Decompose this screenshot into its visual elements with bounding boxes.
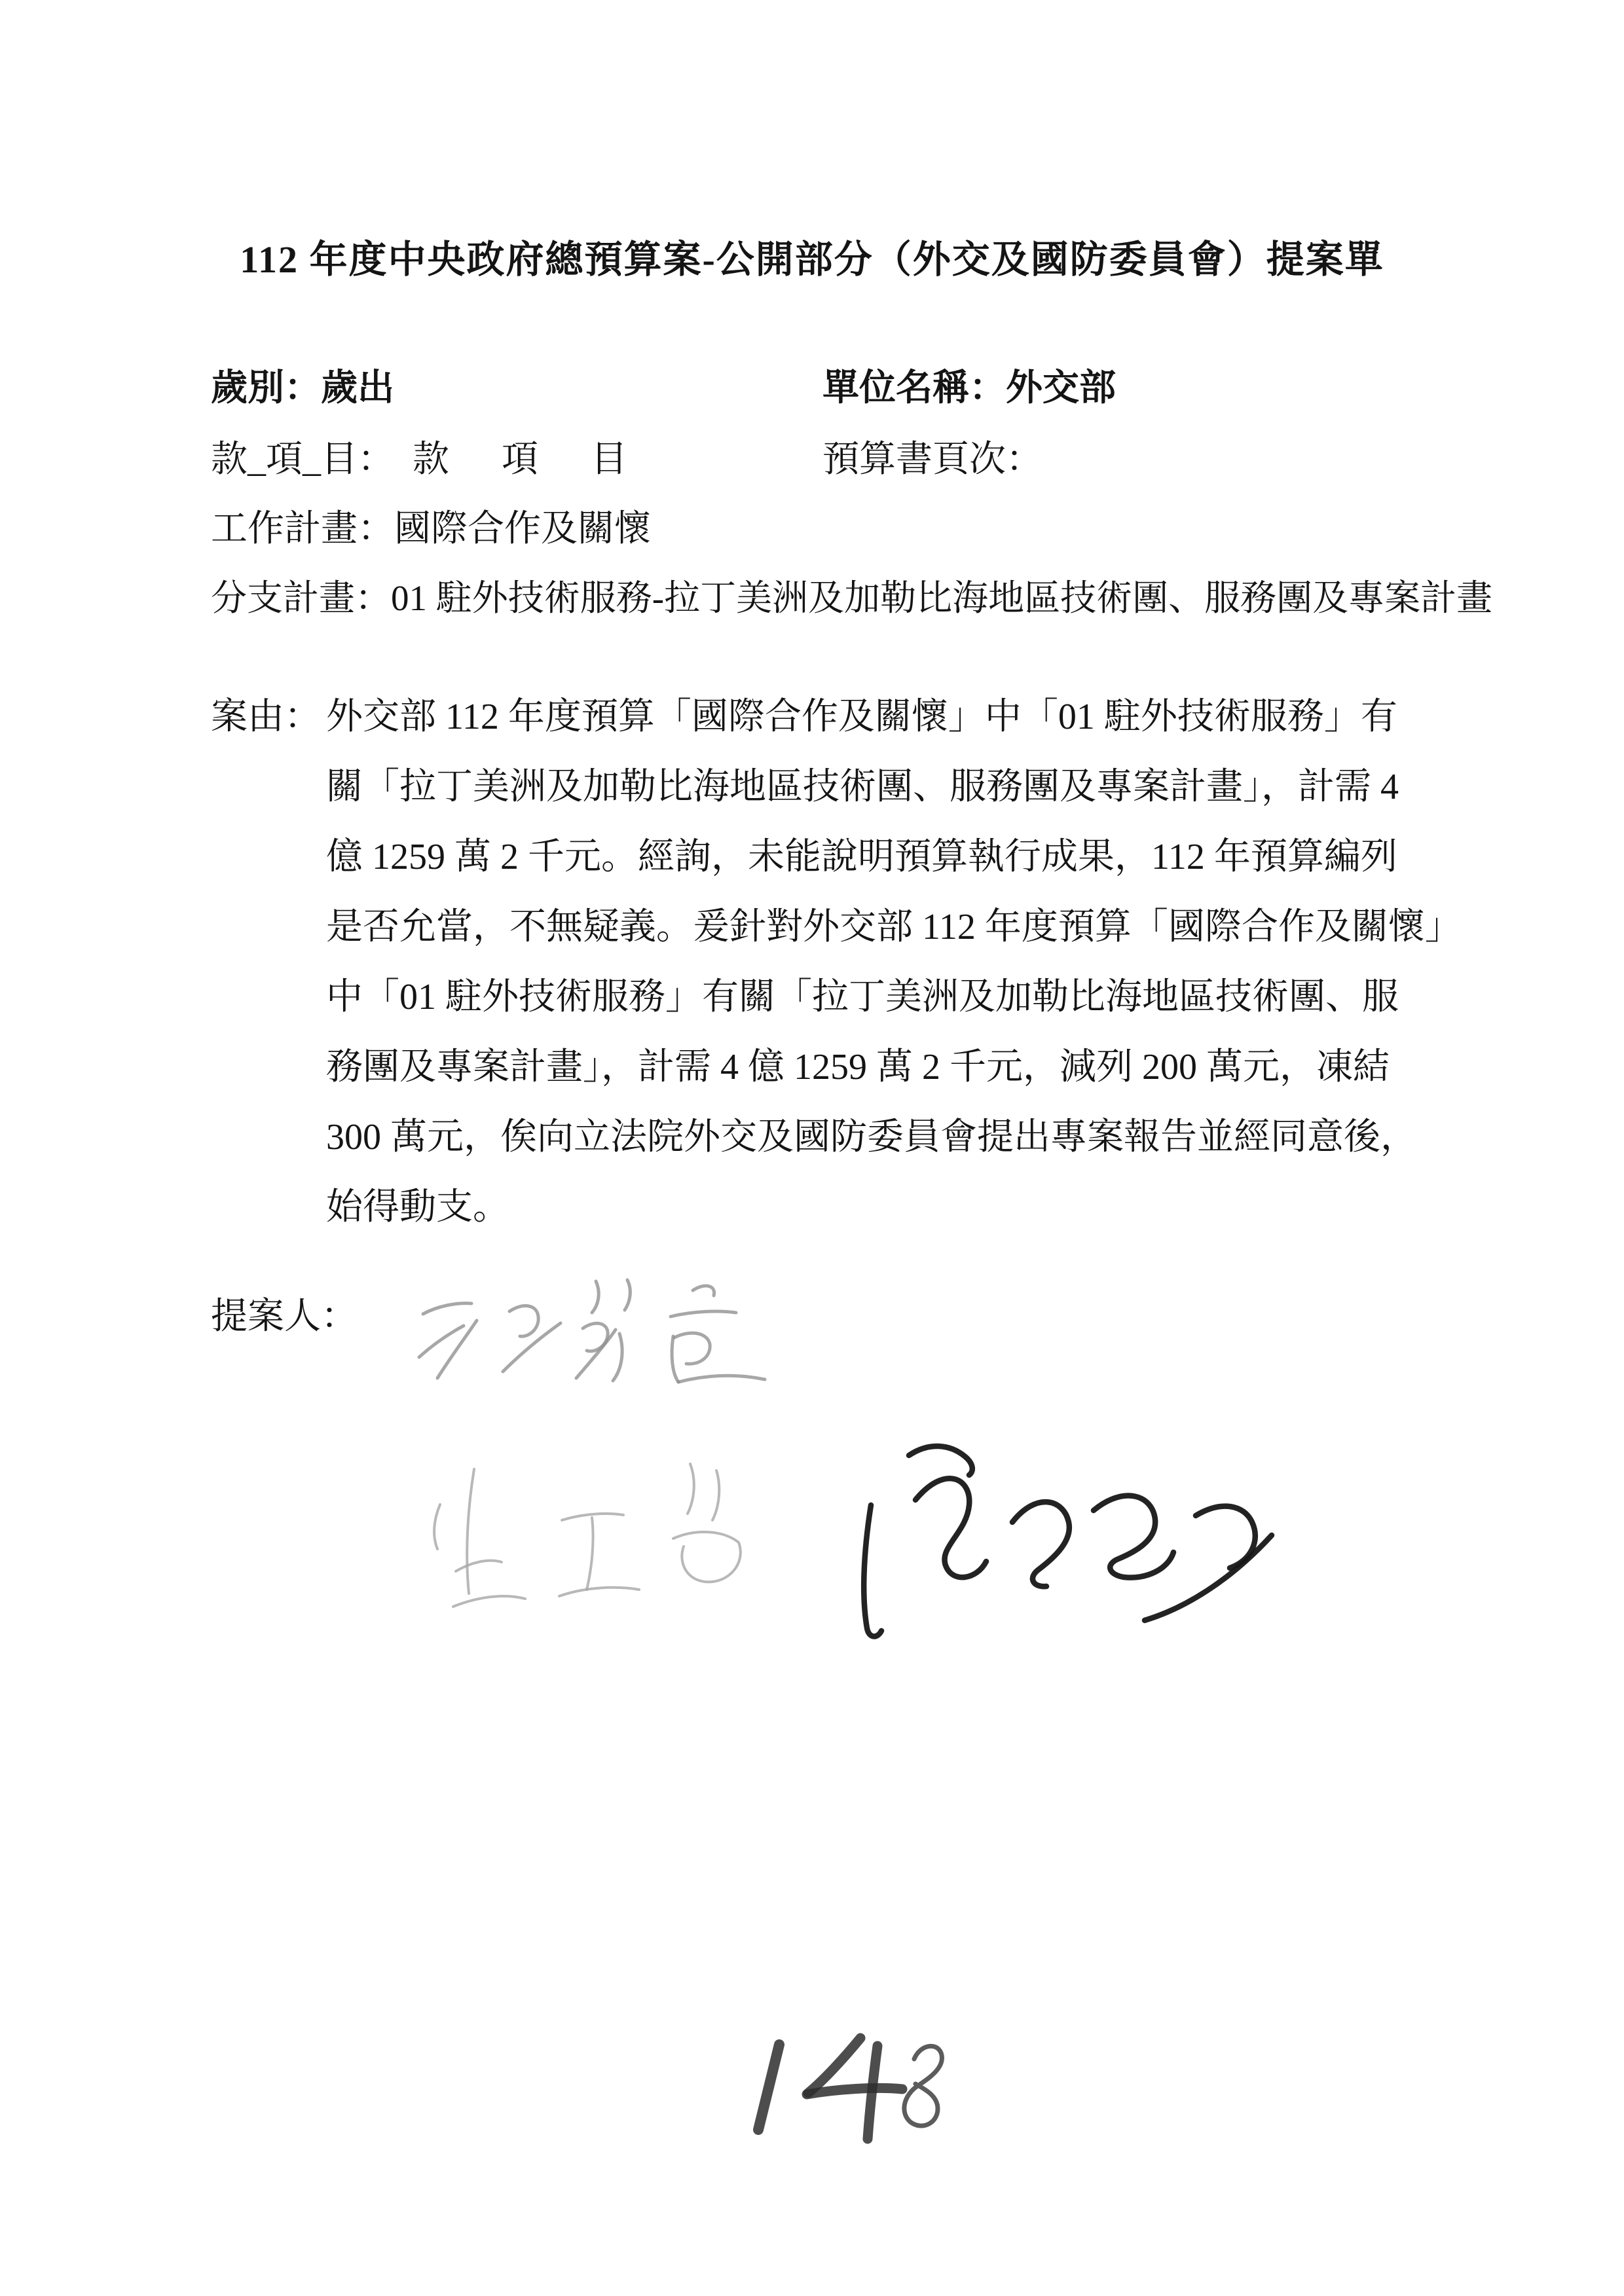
case-line: 始得動支。 [326,1187,509,1228]
field-work-plan [211,511,651,547]
case-line: 是否允當，不無疑義。爰針對外交部 112 年度預算「國際合作及關懷」 [326,907,1462,947]
work-plan-label: 工作計畫： [211,509,394,549]
budget-type-label: 歲別： [211,368,321,409]
case-line: 300 萬元，俟向立法院外交及國防委員會提出專案報告並經同意後， [326,1117,1417,1157]
document-title: 112 年度中央政府總預算案-公開部分（外交及國防委員會）提案單 [240,238,1384,281]
work-plan-value: 國際合作及關懷 [394,509,651,549]
kuan-xiang-mu-value: 款 項 目 [413,439,635,480]
case-line: 外交部 112 年度預算「國際合作及關懷」中「01 駐外技術服務」有 [326,697,1397,737]
branch-plan-label: 分支計畫： [211,578,392,618]
field-branch-plan [211,580,1492,616]
branch-plan-value: 01 駐外技術服務-拉丁美洲及加勒比海地區技術團、服務團及專案計畫 [391,578,1493,618]
case-body [326,682,1462,1243]
handwritten-signature-2 [416,1447,786,1620]
handwritten-page-number [739,2026,961,2151]
case-label: 案由： [211,697,321,737]
case-line: 億 1259 萬 2 千元。經詢，未能說明預算執行成果，112 年預算編列 [326,837,1397,877]
handwritten-signature-3 [837,1437,1292,1640]
proposer-label: 提案人： [211,1296,358,1337]
field-kuan-xiang-mu [211,441,635,478]
budget-book-page-label: 預算書頁次： [822,439,1043,480]
kuan-xiang-mu-label: 款_項_目： [211,439,394,480]
case-line: 關「拉丁美洲及加勒比海地區技術團、服務團及專案計畫」，計需 4 [326,767,1399,807]
field-budget-type [211,370,394,407]
unit-name-label: 單位名稱： [822,368,1006,409]
unit-name-value: 外交部 [1006,368,1116,409]
case-line: 中「01 駐外技術服務」有關「拉丁美洲及加勒比海地區技術團、服 [326,977,1399,1017]
handwritten-signature-1 [411,1273,784,1411]
case-line: 務團及專案計畫」，計需 4 億 1259 萬 2 千元，減列 200 萬元，凍結 [326,1047,1390,1087]
budget-type-value: 歲出 [321,368,394,409]
field-unit-name [822,370,1116,407]
field-budget-book-page [822,441,1043,478]
